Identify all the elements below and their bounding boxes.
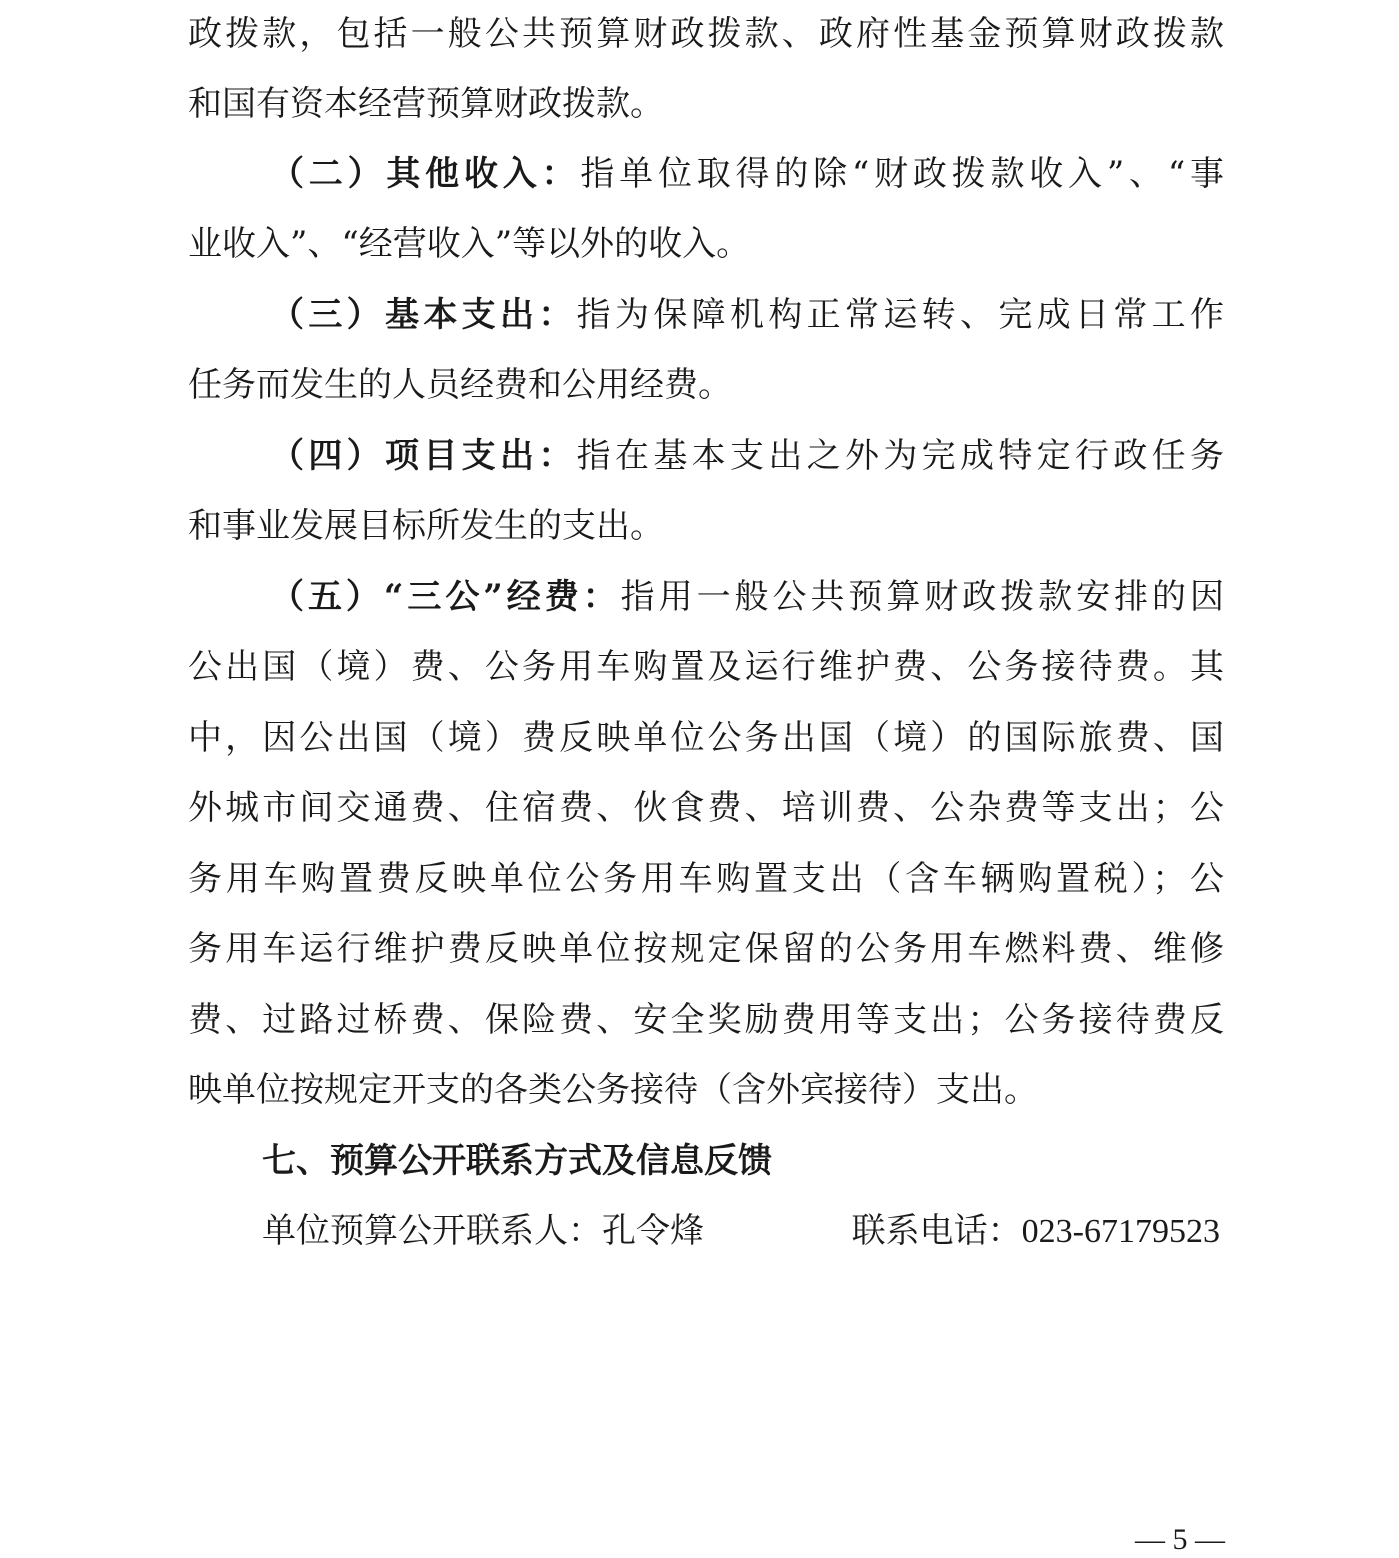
phone-number: 023-67179523 — [1021, 1213, 1220, 1250]
paragraph-line: 政拨款，包括一般公共预算财政拨款、政府性基金预算财政拨款 — [188, 14, 1224, 54]
section-heading: 七、预算公开联系方式及信息反馈 — [262, 1141, 772, 1181]
paragraph-line: 和事业发展目标所发生的支出。 — [188, 506, 664, 546]
contact-row — [262, 1211, 1224, 1251]
term-label: （五）“三公”经费： — [270, 577, 621, 617]
definition-text: 指单位取得的除“财政拨款收入”、“事 — [580, 154, 1224, 194]
term-label: （三）基本支出： — [270, 295, 577, 335]
paragraph-line: 中，因公出国（境）费反映单位公务出国（境）的国际旅费、国 — [188, 718, 1224, 758]
paragraph-line: 外城市间交通费、住宿费、伙食费、培训费、公杂费等支出；公 — [188, 788, 1224, 828]
contact-phone — [852, 1211, 1220, 1252]
paragraph-line: 务用车运行维护费反映单位按规定保留的公务用车燃料费、维修 — [188, 929, 1224, 969]
paragraph-line: 任务而发生的人员经费和公用经费。 — [188, 365, 732, 405]
definition-other-income — [188, 154, 1224, 194]
term-label: （二）其他收入： — [270, 154, 581, 194]
definition-text: 指为保障机构正常运转、完成日常工作 — [576, 295, 1225, 335]
definition-basic-expenditure — [188, 295, 1224, 335]
paragraph-line: 费、过路过桥费、保险费、安全奖励费用等支出；公务接待费反 — [188, 1000, 1224, 1040]
definition-text: 指用一般公共预算财政拨款安排的因 — [620, 577, 1224, 617]
term-label: （四）项目支出： — [270, 436, 577, 476]
phone-label: 联系电话： — [851, 1211, 1022, 1251]
paragraph-line: 公出国（境）费、公务用车购置及运行维护费、公务接待费。其 — [188, 647, 1224, 687]
definition-three-public-expenses — [188, 577, 1224, 617]
definition-project-expenditure — [188, 436, 1224, 476]
paragraph-line: 和国有资本经营预算财政拨款。 — [188, 84, 664, 124]
contact-person: 单位预算公开联系人：孔令烽 — [262, 1211, 704, 1251]
paragraph-line: 映单位按规定开支的各类公务接待（含外宾接待）支出。 — [188, 1070, 1038, 1110]
page-number: — 5 — — [1135, 1523, 1225, 1556]
paragraph-line: 业收入”、“经营收入”等以外的收入。 — [188, 224, 751, 264]
paragraph-line: 务用车购置费反映单位公务用车购置支出（含车辆购置税）；公 — [188, 859, 1224, 899]
definition-text: 指在基本支出之外为完成特定行政任务 — [576, 436, 1225, 476]
